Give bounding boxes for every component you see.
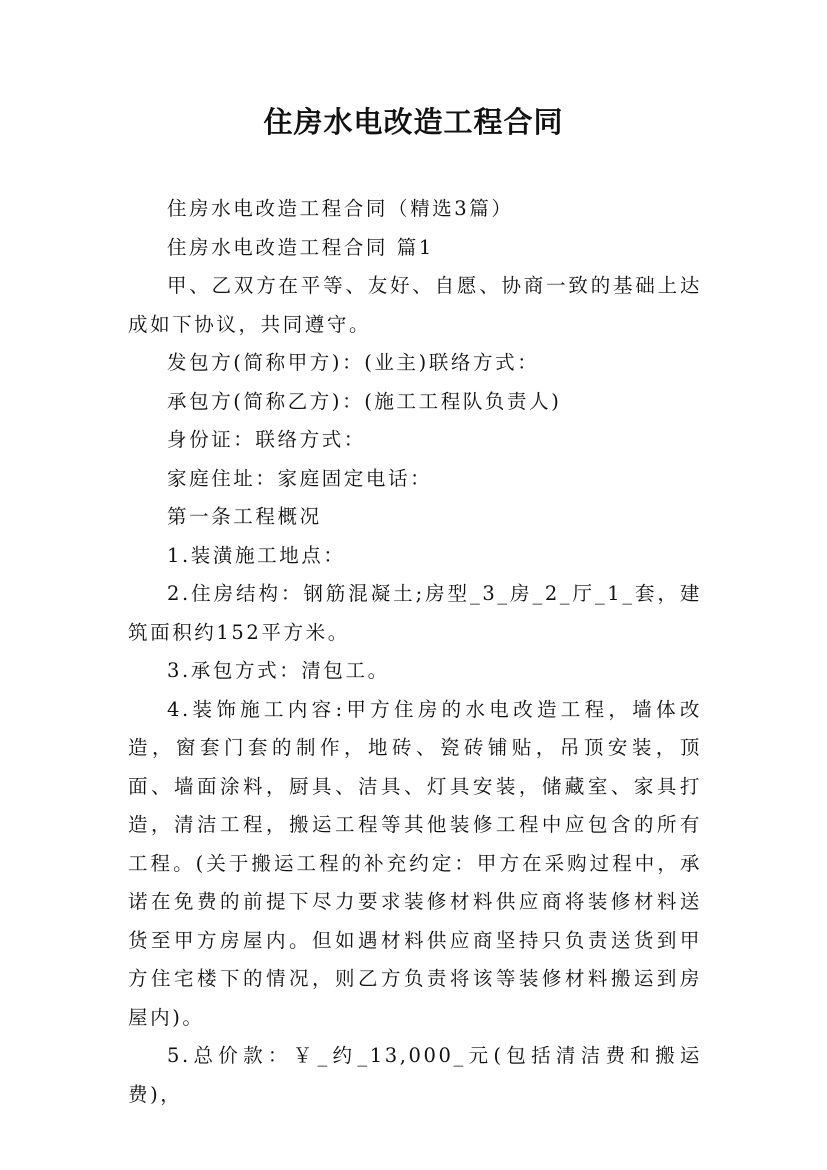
paragraph-item-4: 4.装饰施工内容:甲方住房的水电改造工程，墙体改造，窗套门套的制作，地砖、瓷砖铺贴，吊顶安装，顶面、墙面涂料，厨具、洁具、灯具安装，储藏室、家具打造，清洁工程，搬运工程等其他装修工程中应包含的所有工程。(关于搬运工程的补充约定：甲方在采购过程中，承诺在免费的前提下尽力要求装修材料供应商将装修材料送货至甲方房屋内。但如遇材料供应商坚持只负责送货到甲方住宅楼下的情况，则乙方负责将该等装修材料搬运到房屋内)。: [128, 697, 702, 1029]
paragraph-party-b: 承包方(简称乙方)：(施工工程队负责人): [167, 389, 562, 413]
paragraph-subtitle: 住房水电改造工程合同（精选3篇）: [167, 197, 514, 220]
document-title: 住房水电改造工程合同: [263, 105, 564, 139]
paragraph-id-card: 身份证：联络方式：: [167, 428, 366, 451]
paragraph-article-one: 第一条工程概况: [167, 505, 322, 528]
paragraph-intro: 甲、乙双方在平等、友好、自愿、协商一致的基础上达成如下协议，共同遵守。: [128, 274, 702, 336]
paragraph-item-2: 2.住房结构：钢筋混凝土;房型_3_房_2_厅_1_套，建筑面积约152平方米。: [128, 582, 702, 644]
document-body: [128, 190, 702, 1114]
paragraph-section-heading: 住房水电改造工程合同 篇1: [167, 235, 434, 259]
paragraph-item-1: 1.装潢施工地点：: [167, 543, 346, 567]
paragraph-home-address: 家庭住址：家庭固定电话：: [167, 466, 433, 490]
paragraph-item-3: 3.承包方式：清包工。: [167, 659, 390, 682]
paragraph-item-5: 5.总价款：￥_约_13,000_元(包括清洁费和搬运费)，: [128, 1044, 702, 1106]
paragraph-party-a: 发包方(简称甲方)：(业主)联络方式：: [167, 351, 540, 374]
